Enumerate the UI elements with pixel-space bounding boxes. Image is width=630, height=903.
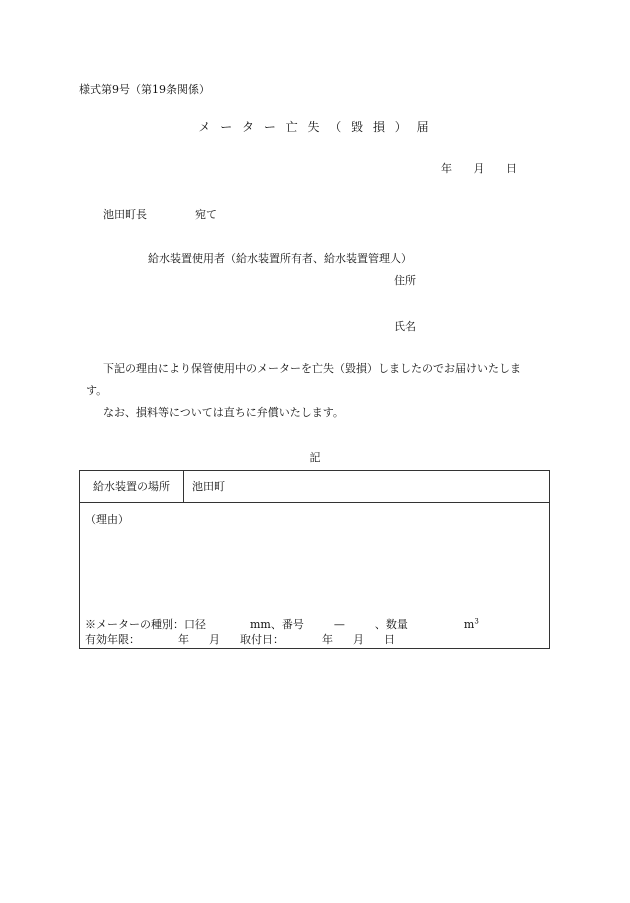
name-label: 氏名 bbox=[394, 320, 416, 333]
applicant-type-label: 給水装置使用者（給水装置所有者、給水装置管理人） bbox=[148, 252, 412, 265]
date-month-label: 月 bbox=[473, 162, 485, 175]
cubic-unit: m bbox=[463, 618, 475, 631]
validity-month-label: 月 bbox=[209, 633, 220, 646]
form-number: 様式第9号（第19条関係） bbox=[79, 83, 210, 96]
location-value: 池田町 bbox=[192, 480, 225, 493]
quantity-label: 、数量 bbox=[374, 618, 408, 631]
cubic-superscript: 3 bbox=[474, 617, 479, 626]
mm-unit-label: mm、番号 bbox=[250, 618, 304, 631]
number-dash: — bbox=[333, 618, 345, 631]
meter-type-label: ※メーターの種別：口径 bbox=[85, 618, 206, 631]
install-year-label: 年 bbox=[322, 633, 333, 646]
install-month-label: 月 bbox=[353, 633, 364, 646]
address-label: 住所 bbox=[394, 274, 416, 287]
install-day-label: 日 bbox=[384, 633, 395, 646]
addressee-suffix: 宛て bbox=[195, 208, 217, 221]
ki-heading: 記 bbox=[309, 451, 321, 464]
document-title: メ ー タ ー 亡 失 （ 毀 損 ） 届 bbox=[198, 120, 432, 134]
validity-label: 有効年限： bbox=[85, 633, 140, 646]
location-label: 給水装置の場所 bbox=[80, 471, 184, 502]
addressee-name: 池田町長 bbox=[103, 208, 147, 221]
date-year-label: 年 bbox=[441, 162, 452, 175]
validity-year-label: 年 bbox=[178, 633, 189, 646]
install-date-label: 取付日： bbox=[240, 633, 284, 646]
body-text-line: 下記の理由により保管使用中のメーターを亡失（毀損）しましたのでお届けいたしま bbox=[103, 362, 521, 375]
date-day-label: 日 bbox=[506, 162, 517, 175]
reason-label: （理由） bbox=[85, 513, 129, 526]
validity-line bbox=[85, 631, 395, 647]
location-row bbox=[80, 471, 549, 503]
body-text-line: す。 bbox=[86, 384, 108, 397]
date-line bbox=[441, 160, 517, 176]
body-text-line: なお、損料等については直ちに弁償いたします。 bbox=[103, 406, 344, 419]
meter-type-line bbox=[85, 616, 479, 632]
record-table bbox=[79, 470, 550, 649]
